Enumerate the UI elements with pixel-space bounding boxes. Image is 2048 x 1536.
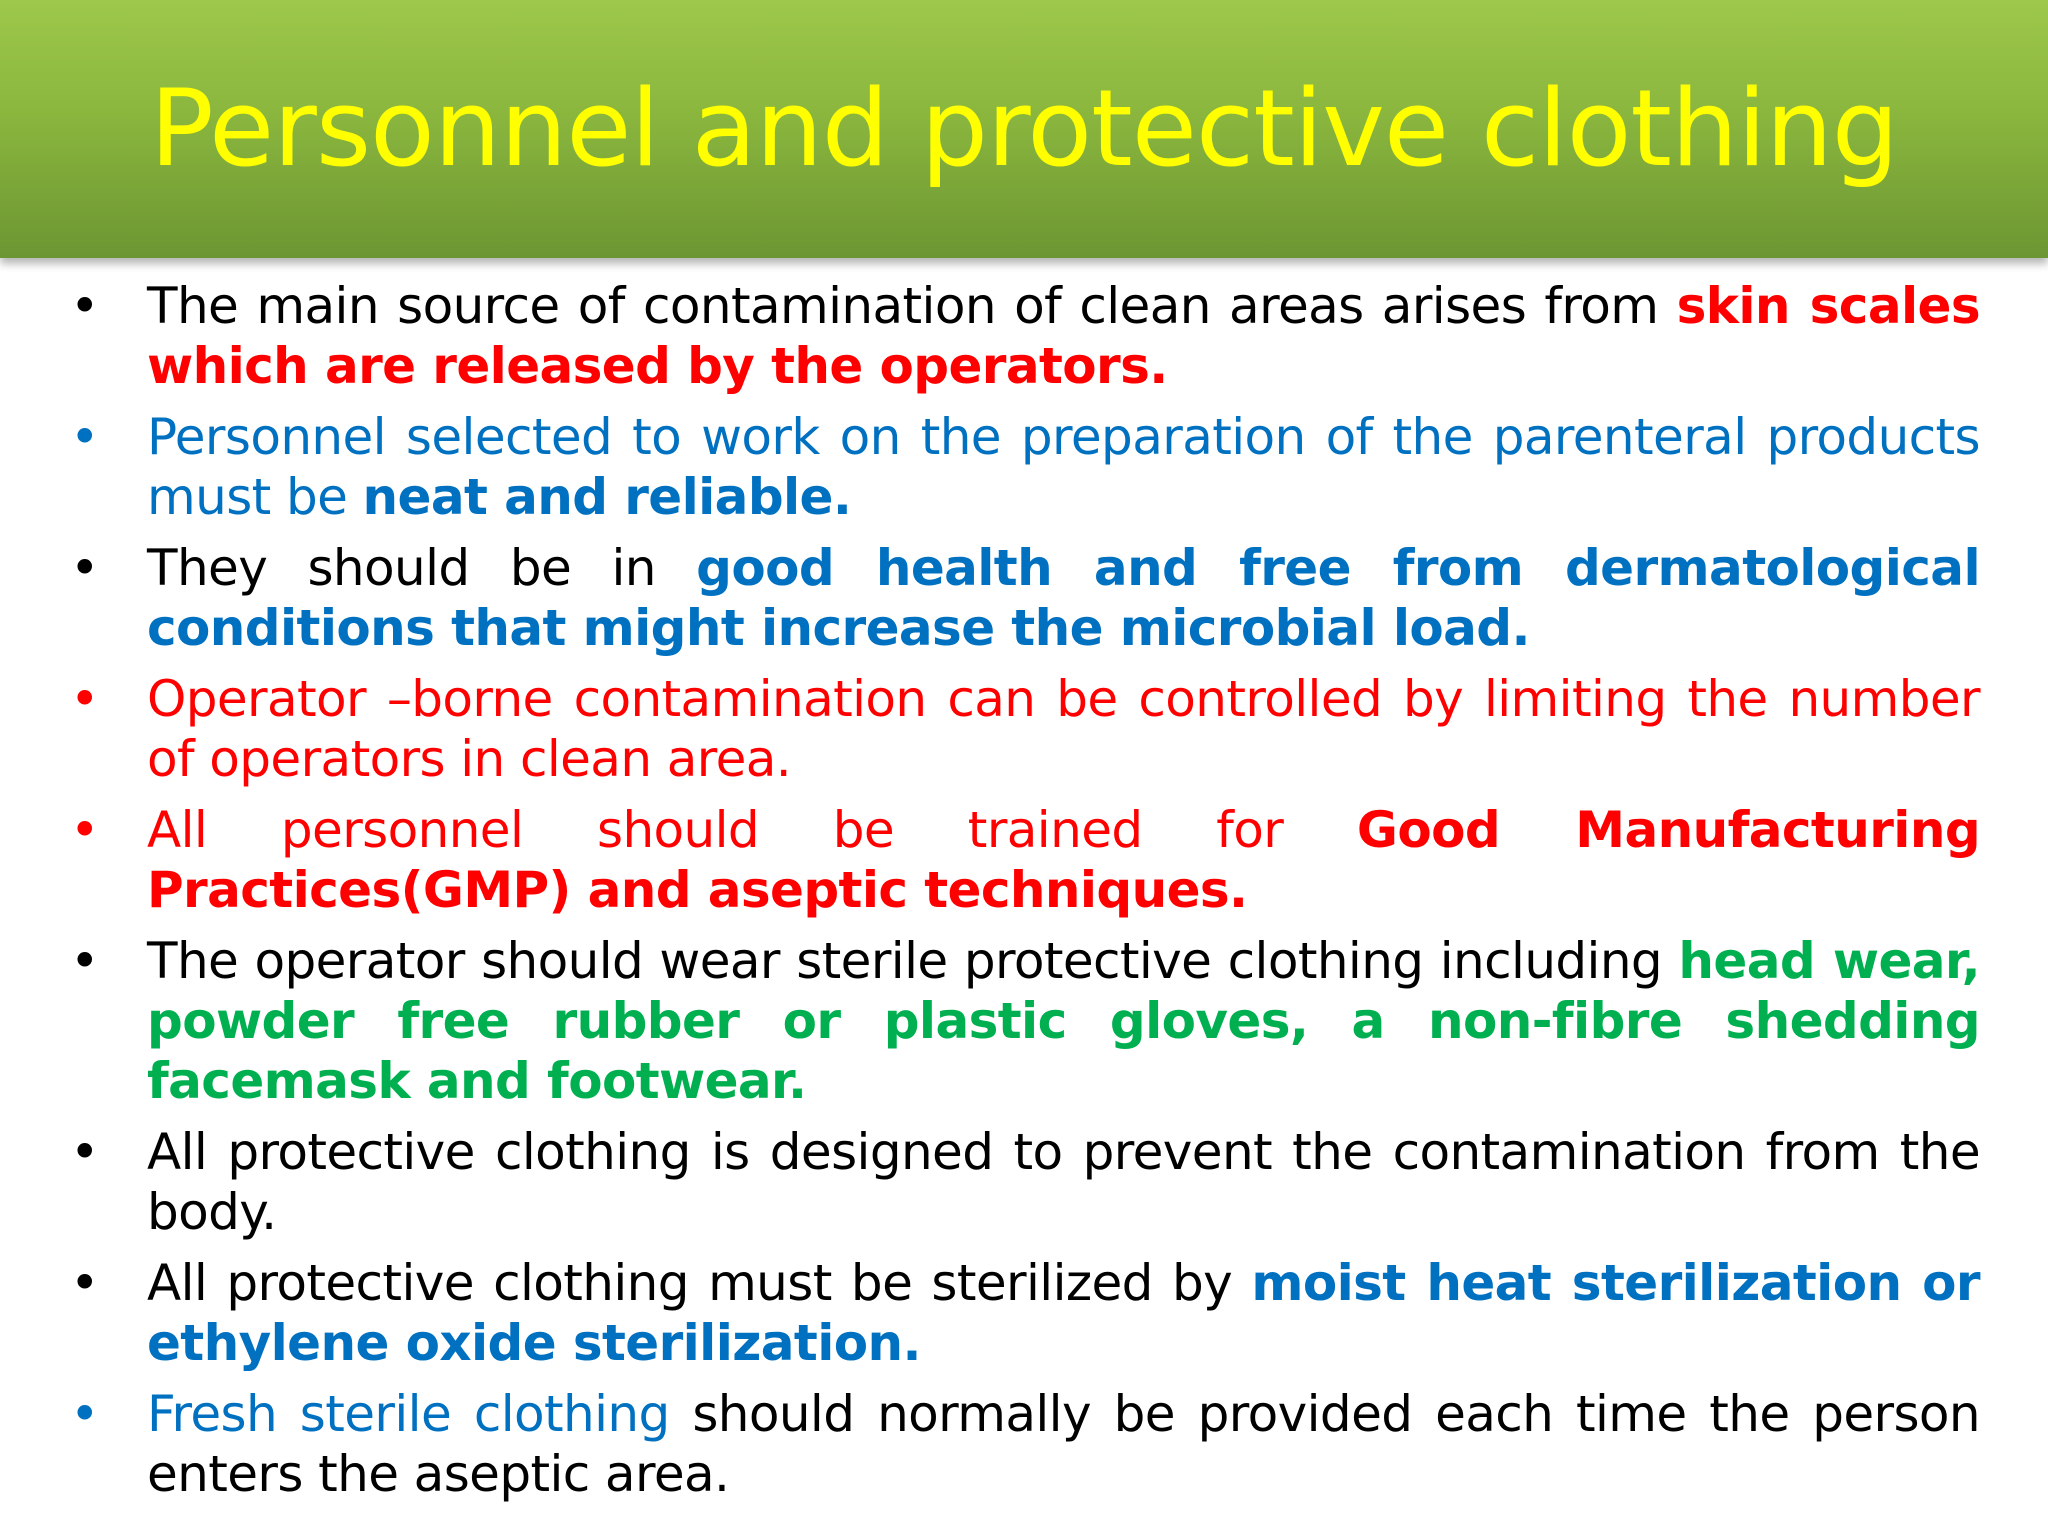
bullet-item-1 xyxy=(70,276,1980,396)
bullet-item-7 xyxy=(70,1122,1980,1242)
bullet-text-segment: Operator –borne contamination can be controlled by limiting the number of operators in clean area. xyxy=(147,670,1980,788)
bullet-text-segment: good health and free from dermatological conditions that might increase the microbial load. xyxy=(147,539,1980,657)
bullet-marker: • xyxy=(70,1123,99,1181)
bullet-text-segment: head wear, powder free rubber or plastic gloves, a non-fibre shedding facemask and footwear. xyxy=(147,932,1981,1110)
bullet-text-segment: All protective clothing is designed to prevent the contamination from the body. xyxy=(147,1123,1980,1241)
bullet-item-8 xyxy=(70,1253,1980,1373)
bullet-text-segment: All personnel should be trained for xyxy=(147,801,1357,859)
bullet-text-segment: All protective clothing must be sterilized by xyxy=(147,1254,1252,1312)
bullet-text-segment: Personnel selected to work on the preparation of the parenteral products must be xyxy=(147,408,1980,526)
bullet-marker: • xyxy=(70,801,99,859)
bullet-item-6 xyxy=(70,931,1980,1111)
bullet-text-segment: The operator should wear sterile protective clothing including xyxy=(147,932,1679,990)
bullet-marker: • xyxy=(70,277,99,335)
bullet-text-segment: They should be in xyxy=(147,539,697,597)
bullet-item-3 xyxy=(70,538,1980,658)
bullet-item-9 xyxy=(70,1384,1980,1504)
slide-title: Personnel and protective clothing xyxy=(149,67,1899,190)
bullet-item-4 xyxy=(70,669,1980,789)
bullet-text-segment: skin scales which are released by the operators. xyxy=(147,277,1980,395)
bullet-marker: • xyxy=(70,1254,99,1312)
title-bar xyxy=(0,0,2048,258)
bullet-item-5 xyxy=(70,800,1980,920)
bullet-marker: • xyxy=(70,539,99,597)
bullet-text-segment: Good Manufacturing Practices(GMP) and aseptic techniques. xyxy=(147,801,1981,919)
bullet-list xyxy=(70,276,1980,1515)
bullet-text-segment: moist heat sterilization or ethylene oxide sterilization. xyxy=(147,1254,1980,1372)
bullet-text-segment: neat and reliable. xyxy=(362,468,852,526)
bullet-text-segment: Fresh sterile clothing xyxy=(147,1385,670,1443)
bullet-text-segment: should normally be provided each time the person enters the aseptic area. xyxy=(147,1385,1980,1503)
bullet-marker: • xyxy=(70,1385,99,1443)
bullet-text-segment: The main source of contamination of clean areas arises from xyxy=(147,277,1677,335)
bullet-marker: • xyxy=(70,670,99,728)
bullet-item-2 xyxy=(70,407,1980,527)
bullet-marker: • xyxy=(70,408,99,466)
bullet-marker: • xyxy=(70,932,99,990)
